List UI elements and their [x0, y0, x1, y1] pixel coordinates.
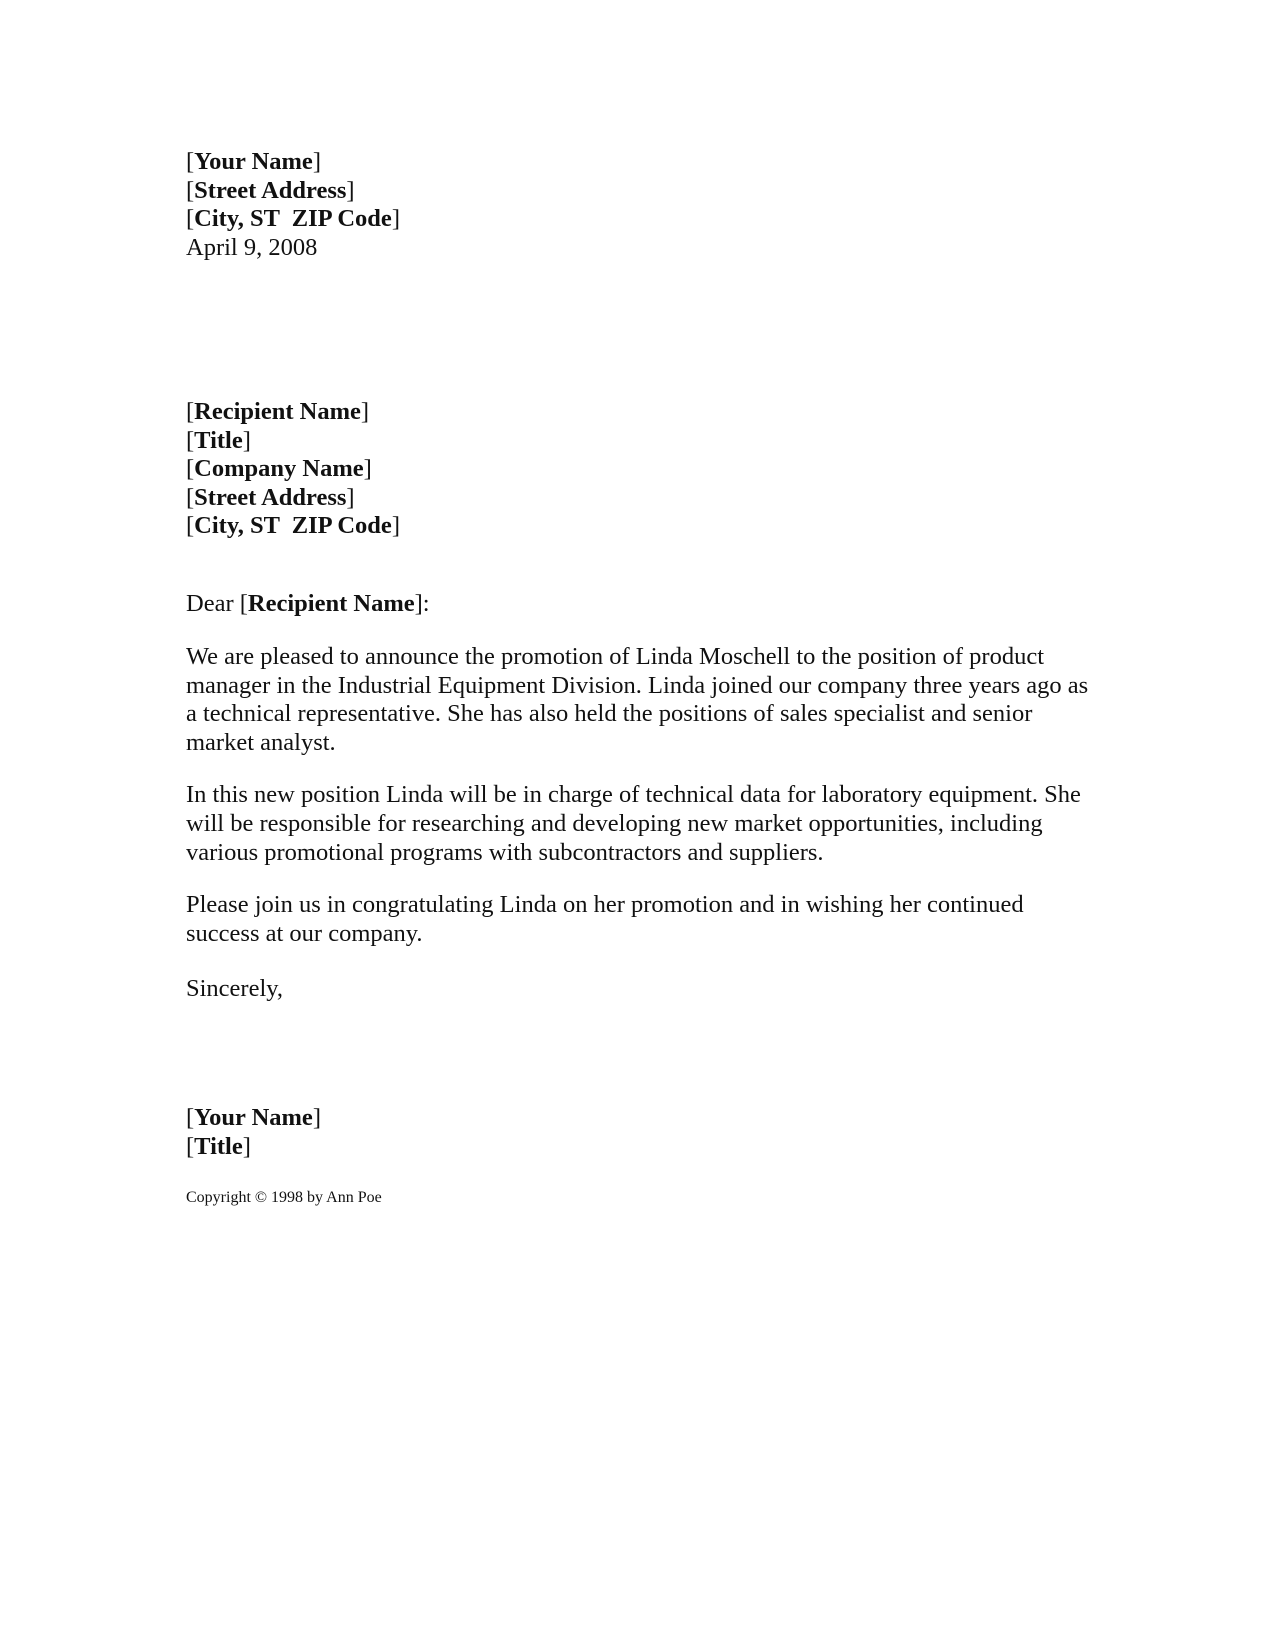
greeting-punctuation: : [422, 590, 430, 617]
letter-date: April 9, 2008 [186, 233, 318, 261]
body-paragraph-1: We are pleased to announce the promotion of Linda Moschell to the position of product manager in the Industrial Equipment Division. Linda joined our company three years ago as a technical representative. She has also held the positions of sales specialist and senior market analyst. [186, 643, 1089, 756]
signature-name-line: [Your Name] [186, 1104, 321, 1131]
body-paragraph-3: Please join us in congratulating Linda on her promotion and in wishing her continued success at our company. [186, 891, 1024, 947]
signature-title-line: [Title] [186, 1132, 251, 1160]
sender-name-line: [Your Name] [186, 148, 321, 175]
closing-word: Sincerely, [186, 975, 284, 1002]
sender-city-line: [City, ST ZIP Code] [186, 205, 400, 233]
recipient-address-block [186, 398, 400, 541]
greeting-name-placeholder: Recipient Name [247, 590, 415, 617]
closing-block [186, 975, 283, 1004]
sender-name-placeholder: Your Name [194, 148, 313, 175]
recipient-name-placeholder: Recipient Name [194, 398, 361, 425]
signature-title-placeholder: Title [194, 1132, 243, 1160]
sender-street-line: [Street Address] [186, 176, 355, 204]
recipient-street-placeholder: Street Address [194, 483, 347, 511]
salutation: Dear [Recipient Name]: [186, 590, 430, 617]
recipient-title-line: [Title] [186, 426, 251, 454]
recipient-title-placeholder: Title [194, 426, 243, 454]
signature-name-placeholder: Your Name [194, 1104, 313, 1131]
recipient-company-line: [Company Name] [186, 455, 372, 483]
recipient-city-placeholder: City, ST ZIP Code [194, 512, 392, 540]
recipient-city-line: [City, ST ZIP Code] [186, 512, 400, 540]
signature-block [186, 1104, 321, 1161]
copyright-notice: Copyright © 1998 by Ann Poe [186, 1189, 382, 1206]
recipient-street-line: [Street Address] [186, 483, 355, 511]
greeting-line [186, 590, 430, 619]
sender-city-placeholder: City, ST ZIP Code [194, 205, 392, 233]
letter-body [186, 643, 1096, 972]
recipient-company-placeholder: Company Name [194, 455, 364, 483]
sender-street-placeholder: Street Address [194, 176, 347, 204]
recipient-name-line: [Recipient Name] [186, 398, 370, 425]
sender-address-block [186, 148, 400, 262]
body-paragraph-2: In this new position Linda will be in charge of technical data for laboratory equipment. She will be responsible for researching and developing new market opportunities, including various promotional programs with subcontractors and suppliers. [186, 781, 1081, 866]
salutation-word: Dear [186, 590, 240, 617]
